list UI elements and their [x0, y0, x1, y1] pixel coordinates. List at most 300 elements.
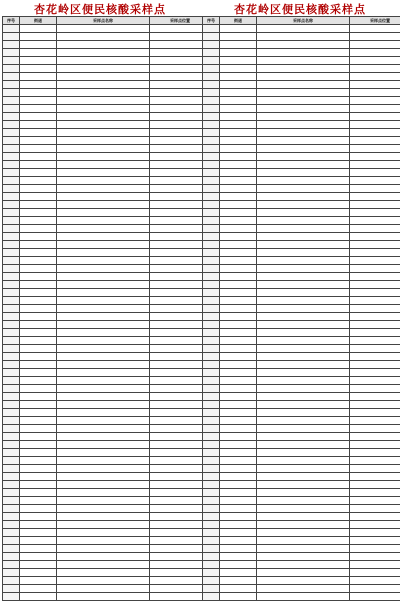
table-cell [3, 33, 20, 41]
table-cell [20, 137, 57, 145]
table-cell [203, 65, 220, 73]
table-cell [20, 105, 57, 113]
table-row [3, 129, 211, 137]
table-cell [350, 441, 400, 449]
table-cell [220, 353, 257, 361]
table-row [203, 289, 400, 297]
table-cell [350, 377, 400, 385]
table-row [203, 25, 400, 33]
table-cell [350, 305, 400, 313]
table-row [3, 401, 211, 409]
table-cell [350, 33, 400, 41]
table-cell [3, 497, 20, 505]
table-cell [20, 225, 57, 233]
table-row [203, 129, 400, 137]
table-row [203, 537, 400, 545]
table-row [3, 33, 211, 41]
table-row [3, 377, 211, 385]
table-row [203, 433, 400, 441]
table-cell [350, 281, 400, 289]
table-row [3, 561, 211, 569]
table-row [203, 193, 400, 201]
table-cell [350, 153, 400, 161]
table-cell [3, 113, 20, 121]
table-cell [203, 185, 220, 193]
table-cell [3, 489, 20, 497]
table-cell [3, 201, 20, 209]
table-cell [257, 201, 350, 209]
table-row [203, 57, 400, 65]
table-cell [257, 385, 350, 393]
table-cell [57, 321, 150, 329]
table-cell [203, 441, 220, 449]
table-row [203, 353, 400, 361]
table-cell [350, 385, 400, 393]
table-cell [20, 345, 57, 353]
table-row [203, 401, 400, 409]
table-cell [257, 449, 350, 457]
table-row [203, 81, 400, 89]
table-cell [57, 81, 150, 89]
table-cell [57, 529, 150, 537]
table-cell [220, 193, 257, 201]
table-cell [3, 465, 20, 473]
table-cell [350, 137, 400, 145]
table-cell [220, 265, 257, 273]
table-cell [20, 385, 57, 393]
table-cell [3, 433, 20, 441]
table-cell [350, 425, 400, 433]
table-row [3, 425, 211, 433]
table-cell [57, 273, 150, 281]
table-cell [257, 593, 350, 601]
table-cell [220, 513, 257, 521]
table-cell [57, 49, 150, 57]
table-cell [257, 129, 350, 137]
right-header-row [203, 17, 400, 25]
table-cell [57, 25, 150, 33]
table-cell [3, 273, 20, 281]
table-cell [3, 353, 20, 361]
left-header-row [3, 17, 211, 25]
table-cell [57, 33, 150, 41]
table-row [3, 73, 211, 81]
table-cell [257, 225, 350, 233]
table-cell [57, 337, 150, 345]
table-cell [220, 41, 257, 49]
table-cell [203, 321, 220, 329]
table-cell [220, 457, 257, 465]
table-cell [3, 393, 20, 401]
table-cell [3, 513, 20, 521]
table-row [3, 473, 211, 481]
table-row [203, 209, 400, 217]
table-row [203, 201, 400, 209]
table-row [203, 369, 400, 377]
table-cell [57, 393, 150, 401]
table-cell [350, 209, 400, 217]
table-cell [257, 193, 350, 201]
table-cell [203, 169, 220, 177]
table-cell [57, 497, 150, 505]
table-row [3, 345, 211, 353]
table-cell [350, 177, 400, 185]
table-cell [350, 81, 400, 89]
left-header-index: 序号 [3, 17, 20, 25]
table-cell [20, 393, 57, 401]
table-cell [203, 305, 220, 313]
table-cell [220, 385, 257, 393]
table-cell [203, 217, 220, 225]
table-cell [257, 545, 350, 553]
table-cell [20, 337, 57, 345]
table-cell [20, 569, 57, 577]
table-cell [57, 433, 150, 441]
table-cell [203, 401, 220, 409]
table-cell [20, 329, 57, 337]
table-row [3, 265, 211, 273]
table-row [3, 153, 211, 161]
table-cell [57, 73, 150, 81]
table-cell [203, 385, 220, 393]
table-row [203, 545, 400, 553]
table-cell [20, 353, 57, 361]
table-cell [220, 241, 257, 249]
table-cell [203, 41, 220, 49]
table-cell [57, 129, 150, 137]
table-cell [203, 297, 220, 305]
table-cell [3, 505, 20, 513]
table-cell [257, 273, 350, 281]
table-row [203, 177, 400, 185]
table-cell [3, 545, 20, 553]
table-cell [203, 473, 220, 481]
table-cell [257, 417, 350, 425]
table-cell [220, 577, 257, 585]
table-cell [350, 265, 400, 273]
table-cell [257, 185, 350, 193]
table-row [203, 153, 400, 161]
table-cell [3, 89, 20, 97]
table-cell [20, 281, 57, 289]
table-cell [220, 185, 257, 193]
table-row [203, 305, 400, 313]
table-cell [3, 65, 20, 73]
table-cell [3, 225, 20, 233]
table-cell [220, 225, 257, 233]
right-title: 杏花岭区便民核酸采样点 [202, 3, 398, 16]
table-row [3, 481, 211, 489]
table-cell [350, 505, 400, 513]
table-cell [3, 337, 20, 345]
table-cell [203, 153, 220, 161]
table-cell [350, 369, 400, 377]
table-cell [203, 361, 220, 369]
table-cell [203, 105, 220, 113]
table-cell [57, 369, 150, 377]
table-cell [257, 329, 350, 337]
table-cell [257, 553, 350, 561]
table-cell [257, 529, 350, 537]
table-cell [350, 241, 400, 249]
table-cell [350, 273, 400, 281]
table-cell [3, 329, 20, 337]
table-cell [220, 521, 257, 529]
table-cell [20, 497, 57, 505]
table-cell [3, 569, 20, 577]
table-cell [220, 113, 257, 121]
table-row [203, 321, 400, 329]
table-cell [57, 505, 150, 513]
table-cell [257, 137, 350, 145]
table-cell [203, 545, 220, 553]
table-cell [257, 41, 350, 49]
table-cell [203, 273, 220, 281]
table-cell [350, 537, 400, 545]
table-cell [3, 537, 20, 545]
table-cell [220, 361, 257, 369]
table-cell [350, 113, 400, 121]
table-cell [20, 249, 57, 257]
table-cell [3, 345, 20, 353]
table-cell [57, 105, 150, 113]
table-cell [220, 529, 257, 537]
table-cell [57, 561, 150, 569]
table-cell [257, 161, 350, 169]
table-cell [257, 377, 350, 385]
table-cell [3, 145, 20, 153]
table-cell [220, 121, 257, 129]
table-row [3, 217, 211, 225]
table-row [3, 137, 211, 145]
table-row [3, 329, 211, 337]
table-cell [257, 145, 350, 153]
table-row [203, 577, 400, 585]
table-cell [220, 57, 257, 65]
table-cell [20, 33, 57, 41]
table-cell [3, 313, 20, 321]
table-cell [57, 465, 150, 473]
table-cell [220, 281, 257, 289]
table-cell [220, 313, 257, 321]
table-cell [220, 89, 257, 97]
table-cell [257, 97, 350, 105]
table-cell [220, 433, 257, 441]
table-cell [220, 273, 257, 281]
table-row [203, 473, 400, 481]
table-row [3, 513, 211, 521]
table-row [203, 521, 400, 529]
table-cell [20, 257, 57, 265]
table-cell [57, 417, 150, 425]
table-cell [220, 249, 257, 257]
table-cell [257, 25, 350, 33]
table-row [203, 89, 400, 97]
table-row [3, 177, 211, 185]
table-cell [257, 497, 350, 505]
table-cell [350, 353, 400, 361]
table-cell [57, 233, 150, 241]
table-cell [3, 97, 20, 105]
table-row [203, 529, 400, 537]
table-cell [220, 481, 257, 489]
table-cell [220, 537, 257, 545]
table-cell [20, 113, 57, 121]
table-cell [257, 561, 350, 569]
table-cell [203, 257, 220, 265]
table-cell [257, 169, 350, 177]
table-cell [20, 81, 57, 89]
table-cell [20, 305, 57, 313]
table-cell [257, 409, 350, 417]
table-cell [220, 137, 257, 145]
table-cell [57, 177, 150, 185]
table-row [3, 313, 211, 321]
table-cell [350, 497, 400, 505]
table-cell [350, 553, 400, 561]
table-cell [257, 569, 350, 577]
table-cell [3, 561, 20, 569]
table-cell [20, 489, 57, 497]
table-cell [57, 265, 150, 273]
table-cell [220, 449, 257, 457]
table-cell [350, 457, 400, 465]
table-row [3, 209, 211, 217]
table-row [203, 41, 400, 49]
table-cell [203, 513, 220, 521]
table-cell [220, 393, 257, 401]
table-cell [57, 209, 150, 217]
table-row [203, 361, 400, 369]
table-cell [3, 449, 20, 457]
table-cell [57, 545, 150, 553]
table-cell [350, 337, 400, 345]
table-cell [20, 121, 57, 129]
table-cell [220, 553, 257, 561]
table-cell [3, 593, 20, 601]
table-cell [350, 473, 400, 481]
table-cell [350, 257, 400, 265]
table-cell [220, 153, 257, 161]
table-cell [220, 369, 257, 377]
table-cell [220, 217, 257, 225]
table-cell [220, 145, 257, 153]
table-cell [57, 217, 150, 225]
table-row [203, 505, 400, 513]
table-cell [220, 97, 257, 105]
table-cell [3, 121, 20, 129]
table-cell [257, 49, 350, 57]
table-row [3, 233, 211, 241]
table-cell [20, 169, 57, 177]
table-cell [203, 161, 220, 169]
table-cell [203, 345, 220, 353]
table-cell [220, 409, 257, 417]
table-cell [220, 33, 257, 41]
table-cell [57, 145, 150, 153]
table-cell [257, 425, 350, 433]
table-cell [20, 441, 57, 449]
table-cell [350, 169, 400, 177]
table-cell [220, 489, 257, 497]
table-cell [3, 385, 20, 393]
table-cell [203, 209, 220, 217]
table-cell [220, 505, 257, 513]
table-row [203, 249, 400, 257]
table-cell [203, 129, 220, 137]
table-cell [20, 545, 57, 553]
table-cell [3, 25, 20, 33]
table-cell [57, 473, 150, 481]
table-cell [3, 177, 20, 185]
table-cell [57, 489, 150, 497]
table-row [3, 57, 211, 65]
table-cell [3, 193, 20, 201]
table-cell [203, 553, 220, 561]
table-cell [203, 409, 220, 417]
table-cell [350, 361, 400, 369]
table-cell [350, 193, 400, 201]
table-cell [57, 257, 150, 265]
table-cell [203, 489, 220, 497]
table-row [3, 393, 211, 401]
table-cell [3, 481, 20, 489]
table-cell [203, 521, 220, 529]
table-cell [3, 409, 20, 417]
table-cell [203, 393, 220, 401]
table-cell [220, 105, 257, 113]
table-cell [220, 377, 257, 385]
table-cell [20, 425, 57, 433]
table-cell [3, 361, 20, 369]
table-cell [57, 161, 150, 169]
table-row [3, 273, 211, 281]
table-row [3, 505, 211, 513]
table-row [203, 233, 400, 241]
table-cell [220, 49, 257, 57]
table-cell [57, 577, 150, 585]
table-cell [257, 257, 350, 265]
table-cell [350, 97, 400, 105]
table-row [203, 425, 400, 433]
table-row [3, 257, 211, 265]
table-cell [220, 297, 257, 305]
table-cell [3, 425, 20, 433]
table-cell [57, 409, 150, 417]
table-cell [350, 513, 400, 521]
table-row [3, 369, 211, 377]
table-cell [203, 449, 220, 457]
table-cell [350, 545, 400, 553]
left-header-location: 采样点位置 [150, 17, 211, 25]
table-cell [257, 537, 350, 545]
table-cell [203, 201, 220, 209]
table-cell [257, 465, 350, 473]
table-cell [57, 385, 150, 393]
table-cell [257, 489, 350, 497]
right-table [202, 16, 400, 601]
table-cell [203, 369, 220, 377]
table-cell [203, 193, 220, 201]
table-row [3, 337, 211, 345]
table-row [3, 249, 211, 257]
table-cell [3, 265, 20, 273]
table-cell [350, 465, 400, 473]
table-cell [20, 553, 57, 561]
table-cell [257, 337, 350, 345]
table-cell [57, 425, 150, 433]
table-row [3, 193, 211, 201]
